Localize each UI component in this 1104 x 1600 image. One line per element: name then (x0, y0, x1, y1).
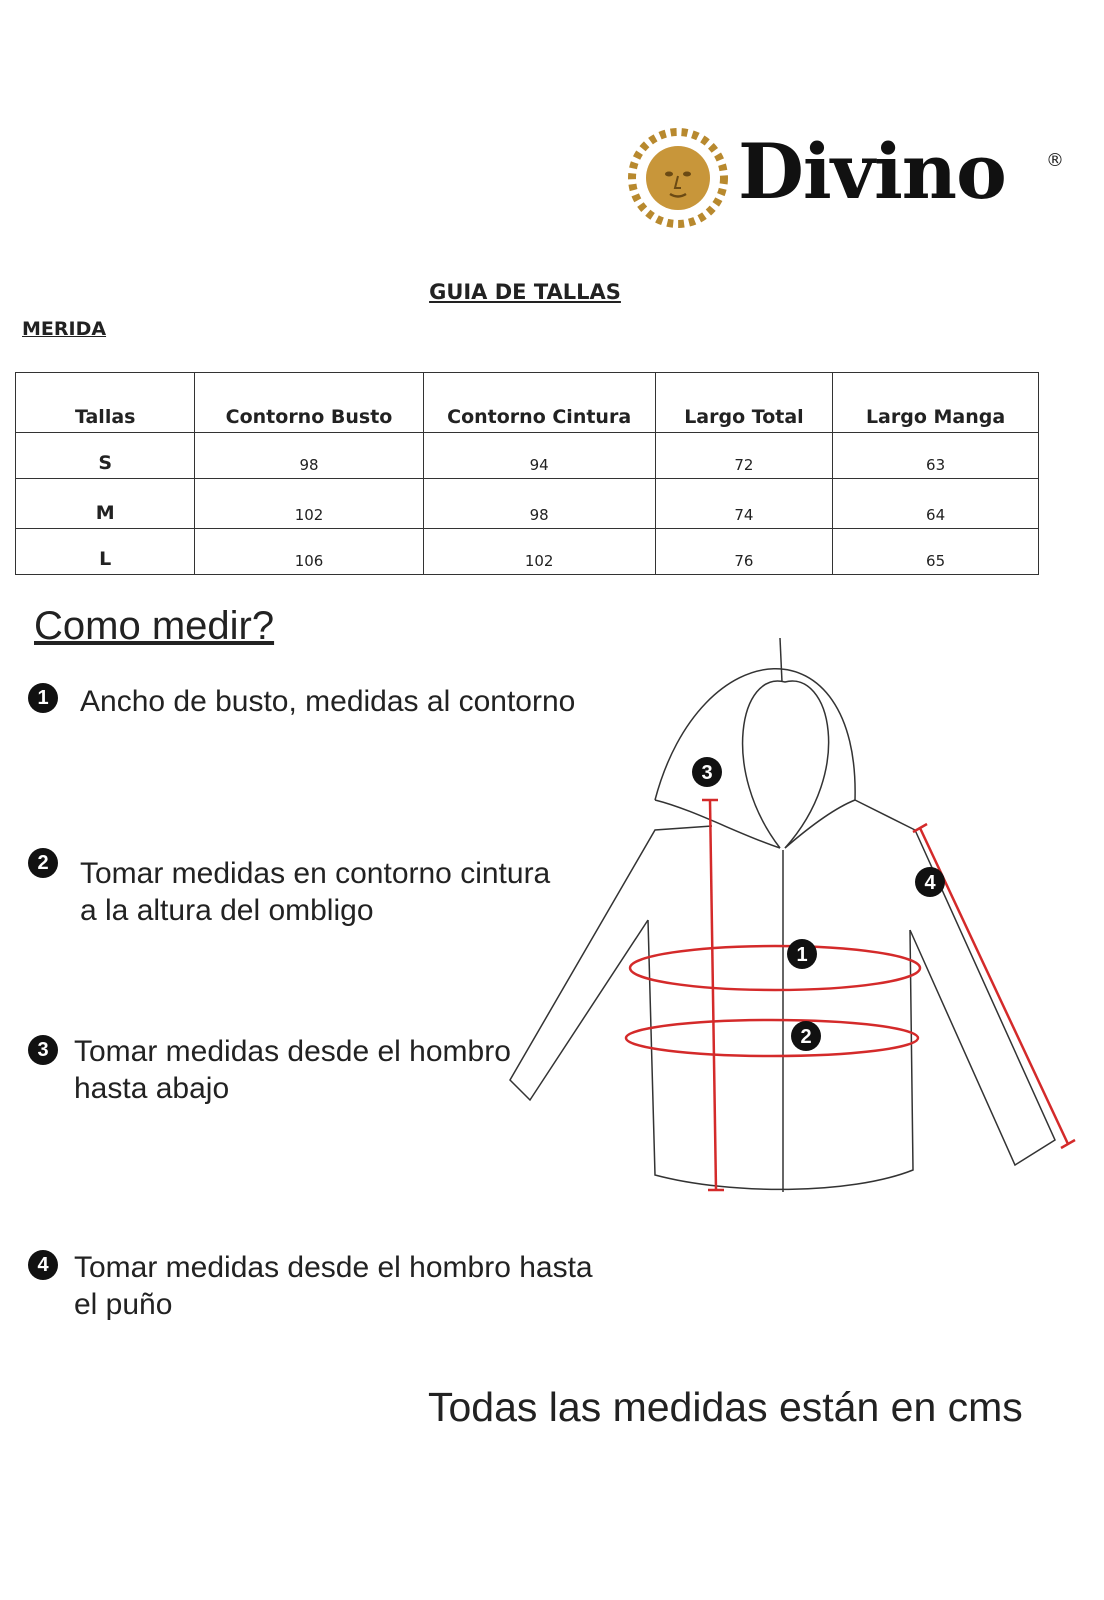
step-4-text (74, 1249, 593, 1323)
header-contorno-busto: Contorno Busto (195, 373, 423, 433)
sleeve-cell: 64 (833, 479, 1039, 529)
header-largo-manga: Largo Manga (833, 373, 1039, 433)
step-3-line2: hasta abajo (74, 1072, 230, 1105)
model-name: MERIDA (22, 318, 107, 340)
sleeve-cell: 63 (833, 433, 1039, 479)
sleeve-cell: 65 (833, 529, 1039, 575)
registered-mark: ® (1046, 150, 1064, 171)
size-cell: S (16, 433, 195, 479)
length-cell: 74 (655, 479, 832, 529)
step-4-line1: Tomar medidas desde el hombro hasta (74, 1251, 593, 1284)
diagram-marker-4 (915, 867, 945, 897)
units-note: Todas las medidas están en cms (428, 1384, 1023, 1430)
step-2-text (80, 855, 550, 929)
waist-cell: 98 (423, 479, 655, 529)
diagram-marker-2 (791, 1021, 821, 1051)
brand-name: Divino (738, 127, 1006, 216)
length-cell: 76 (655, 529, 832, 575)
step-1-number-icon: 1 (28, 683, 58, 713)
table-row (16, 433, 1039, 479)
hoodie-measurement-diagram (500, 630, 1100, 1220)
header-tallas: Tallas (16, 373, 195, 433)
step-4-line2: el puño (74, 1288, 173, 1321)
bust-cell: 106 (195, 529, 423, 575)
table-row (16, 479, 1039, 529)
svg-text:1: 1 (796, 944, 808, 966)
step-3-line1: Tomar medidas desde el hombro (74, 1035, 511, 1068)
step-3-number-icon: 3 (28, 1035, 58, 1065)
step-4-number-icon: 4 (28, 1250, 58, 1280)
step-2-line1: Tomar medidas en contorno cintura (80, 857, 551, 890)
size-table (15, 372, 1039, 575)
svg-text:2: 2 (800, 1026, 812, 1048)
bust-cell: 98 (195, 433, 423, 479)
step-2-number-icon: 2 (28, 848, 58, 878)
step-2-line2: a la altura del ombligo (80, 894, 374, 927)
diagram-marker-3 (692, 757, 722, 787)
how-to-measure-title: Como medir? (34, 604, 275, 648)
hoodie-outline (510, 638, 1055, 1192)
sun-face-emblem-icon (628, 128, 728, 228)
step-3-text (74, 1033, 511, 1107)
waist-cell: 94 (423, 433, 655, 479)
waist-cell: 102 (423, 529, 655, 575)
size-cell: L (16, 529, 195, 575)
size-guide-title: GUIA DE TALLAS (429, 280, 621, 304)
step-1-line1: Ancho de busto, medidas al contorno (80, 685, 576, 718)
measurement-lines (626, 800, 1075, 1190)
header-contorno-cintura: Contorno Cintura (423, 373, 655, 433)
table-header-row (16, 373, 1039, 433)
bust-cell: 102 (195, 479, 423, 529)
svg-text:3: 3 (701, 762, 713, 784)
svg-text:4: 4 (924, 872, 936, 894)
table-row (16, 529, 1039, 575)
size-cell: M (16, 479, 195, 529)
header-largo-total: Largo Total (655, 373, 832, 433)
length-cell: 72 (655, 433, 832, 479)
diagram-marker-1 (787, 939, 817, 969)
brand-logo (628, 128, 1068, 228)
